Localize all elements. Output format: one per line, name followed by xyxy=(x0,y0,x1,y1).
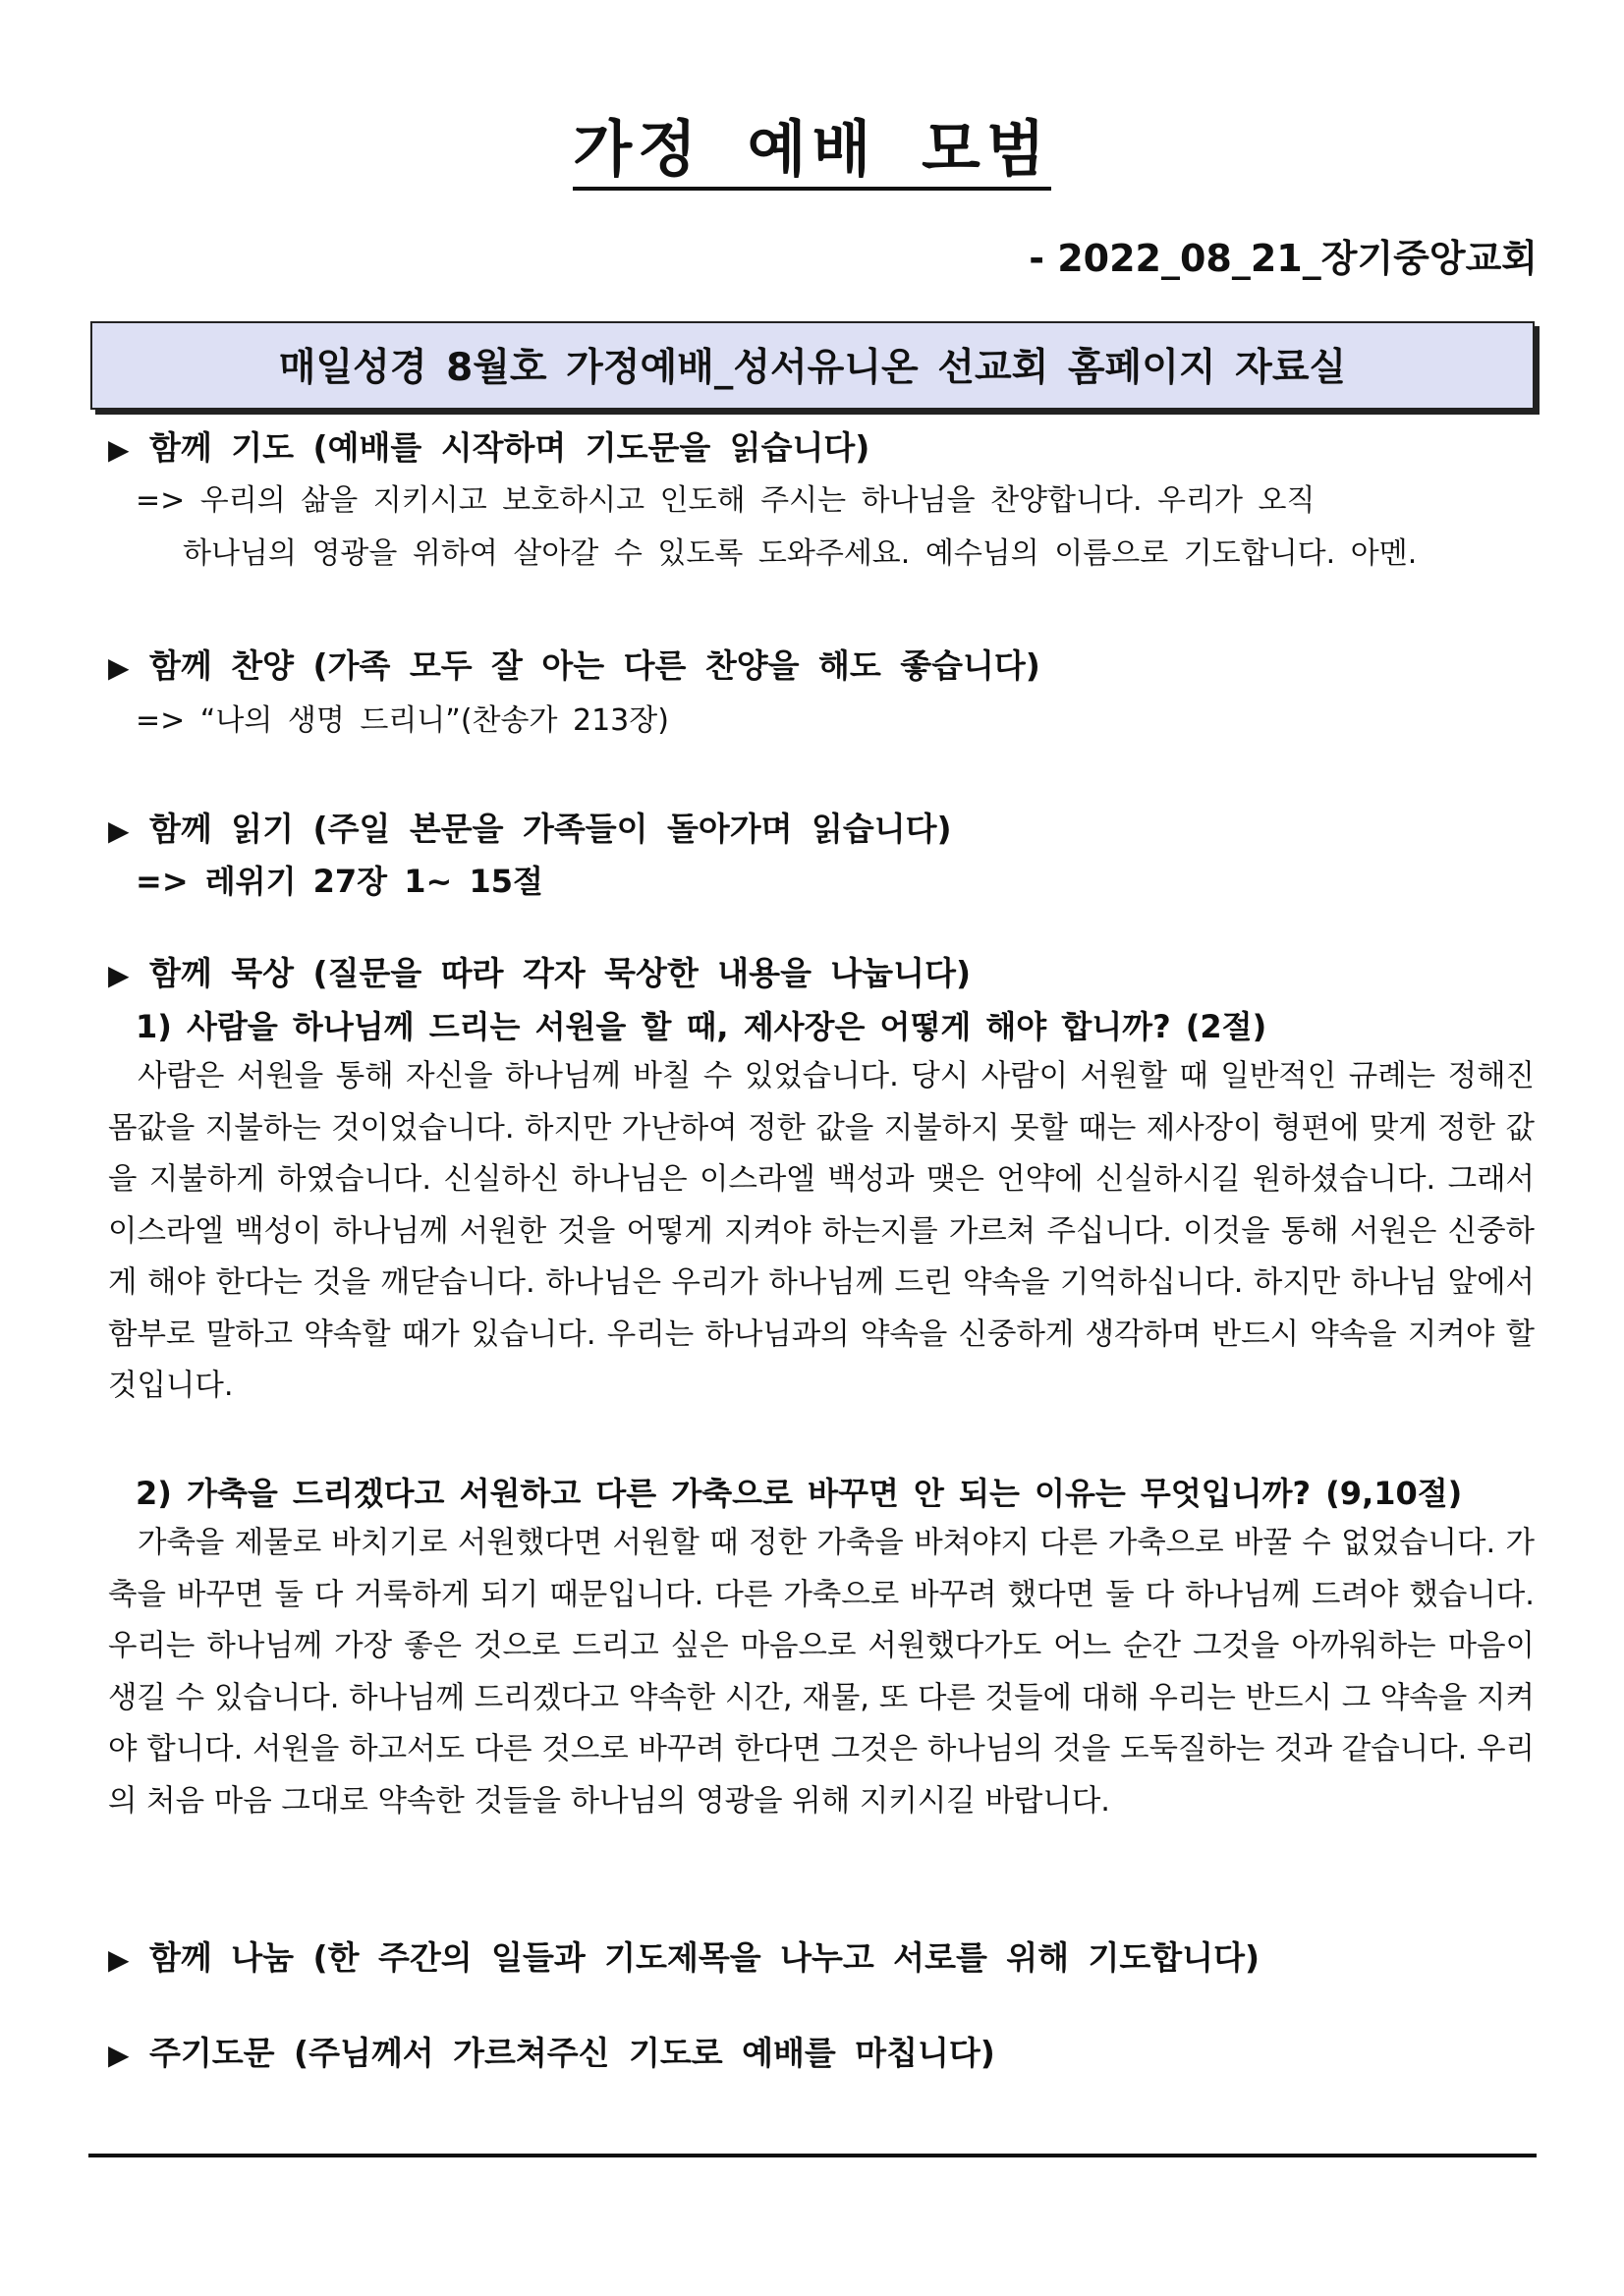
section-heading-meditation xyxy=(108,948,971,994)
answer-1-paragraph: 사람은 서원을 통해 자신을 하나님께 바칠 수 있었습니다. 당시 사람이 서원할 때 일반적인 규례는 정해진 몸값을 지불하는 것이었습니다. 하지만 가난하여 정한 값을 지불하지 못할 때는 제사장이 형편에 맞게 정한 값을 지불하게 하였습니다. 신실하신 하나님은 이스라엘 백성과 맺은 언약에 신실하시길 원하셨습니다. 그래서 이스라엘 백성이 하나님께 서원한 것을 어떻게 지켜야 하는지를 가르쳐 주십니다. 이것을 통해 서원은 신중하게 해야 한다는 것을 깨닫습니다. 하나님은 우리가 하나님께 드린 약속을 기억하십니다. 하지만 하나님 앞에서 함부로 말하고 약속할 때가 있습니다. 우리는 하나님과의 약속을 신중하게 생각하며 반드시 약속을 지켜야 할 것입니다. xyxy=(108,1059,1535,1403)
section-heading-reading xyxy=(108,804,952,850)
triangle-bullet-icon: ▶ xyxy=(108,1943,130,1976)
prayer-text-line-1: => 우리의 삶을 지키시고 보호하시고 인도해 주시는 하나님을 찬양합니다. 우리가 오직 xyxy=(136,483,1316,518)
heading-text: 함께 찬양 (가족 모두 잘 아는 다른 찬양을 해도 좋습니다) xyxy=(149,646,1040,685)
page-title: 가정 예배 모범 xyxy=(0,100,1624,188)
triangle-bullet-icon: ▶ xyxy=(108,959,130,991)
section-heading-prayer xyxy=(108,422,869,469)
triangle-bullet-icon: ▶ xyxy=(108,2039,130,2071)
heading-text: 주기도문 (주님께서 가르쳐주신 기도로 예배를 마칩니다) xyxy=(149,2034,995,2072)
triangle-bullet-icon: ▶ xyxy=(108,433,130,466)
heading-text: 함께 묵상 (질문을 따라 각자 묵상한 내용을 나눕니다) xyxy=(149,954,972,992)
prayer-text-line-2: 하나님의 영광을 위하여 살아갈 수 있도록 도와주세요. 예수님의 이름으로 기도합니다. 아멘. xyxy=(183,536,1418,571)
triangle-bullet-icon: ▶ xyxy=(108,651,130,684)
section-heading-praise xyxy=(108,641,1040,687)
heading-text: 함께 기도 (예배를 시작하며 기도문을 읽습니다) xyxy=(149,428,870,467)
heading-text: 함께 읽기 (주일 본문을 가족들이 돌아가며 읽습니다) xyxy=(149,810,952,848)
hymn-line: => “나의 생명 드리니”(찬송가 213장) xyxy=(136,703,669,738)
answer-2-paragraph: 가축을 제물로 바치기로 서원했다면 서원할 때 정한 가축을 바쳐야지 다른 가축으로 바꿀 수 없었습니다. 가축을 바꾸면 둘 다 거룩하게 되기 때문입니다. 다른 가축으로 바꾸려 했다면 둘 다 하나님께 드려야 했습니다. 우리는 하나님께 가장 좋은 것으로 드리고 싶은 마음으로 서원했다가도 어느 순간 그것을 아까워하는 마음이 생길 수 있습니다. 하나님께 드리겠다고 약속한 시간, 재물, 또 다른 것들에 대해 우리는 반드시 그 약속을 지켜야 합니다. 서원을 하고서도 다른 것으로 바꾸려 한다면 그것은 하나님의 것을 도둑질하는 것과 같습니다. 우리의 처음 마음 그대로 약속한 것들을 하나님의 영광을 위해 지키시길 바랍니다. xyxy=(108,1526,1535,1819)
scripture-reference: => 레위기 27장 1~ 15절 xyxy=(136,863,543,900)
section-heading-lords-prayer xyxy=(108,2028,995,2074)
question-1: 1) 사람을 하나님께 드리는 서원을 할 때, 제사장은 어떻게 해야 합니까? (2절) xyxy=(136,1008,1267,1045)
section-heading-sharing xyxy=(108,1932,1260,1979)
triangle-bullet-icon: ▶ xyxy=(108,814,130,847)
question-2: 2) 가축을 드리겠다고 서원하고 다른 가축으로 바꾸면 안 되는 이유는 무엇입니까? (9,10절) xyxy=(136,1475,1463,1512)
bottom-divider xyxy=(88,2154,1537,2157)
heading-text: 함께 나눔 (한 주간의 일들과 기도제목을 나누고 서로를 위해 기도합니다) xyxy=(149,1938,1260,1977)
source-banner xyxy=(90,321,1535,410)
banner-text: 매일성경 8월호 가정예배_성서유니온 선교회 홈페이지 자료실 xyxy=(278,346,1347,390)
date-church-subtitle: - 2022_08_21_장기중앙교회 xyxy=(1029,237,1538,280)
